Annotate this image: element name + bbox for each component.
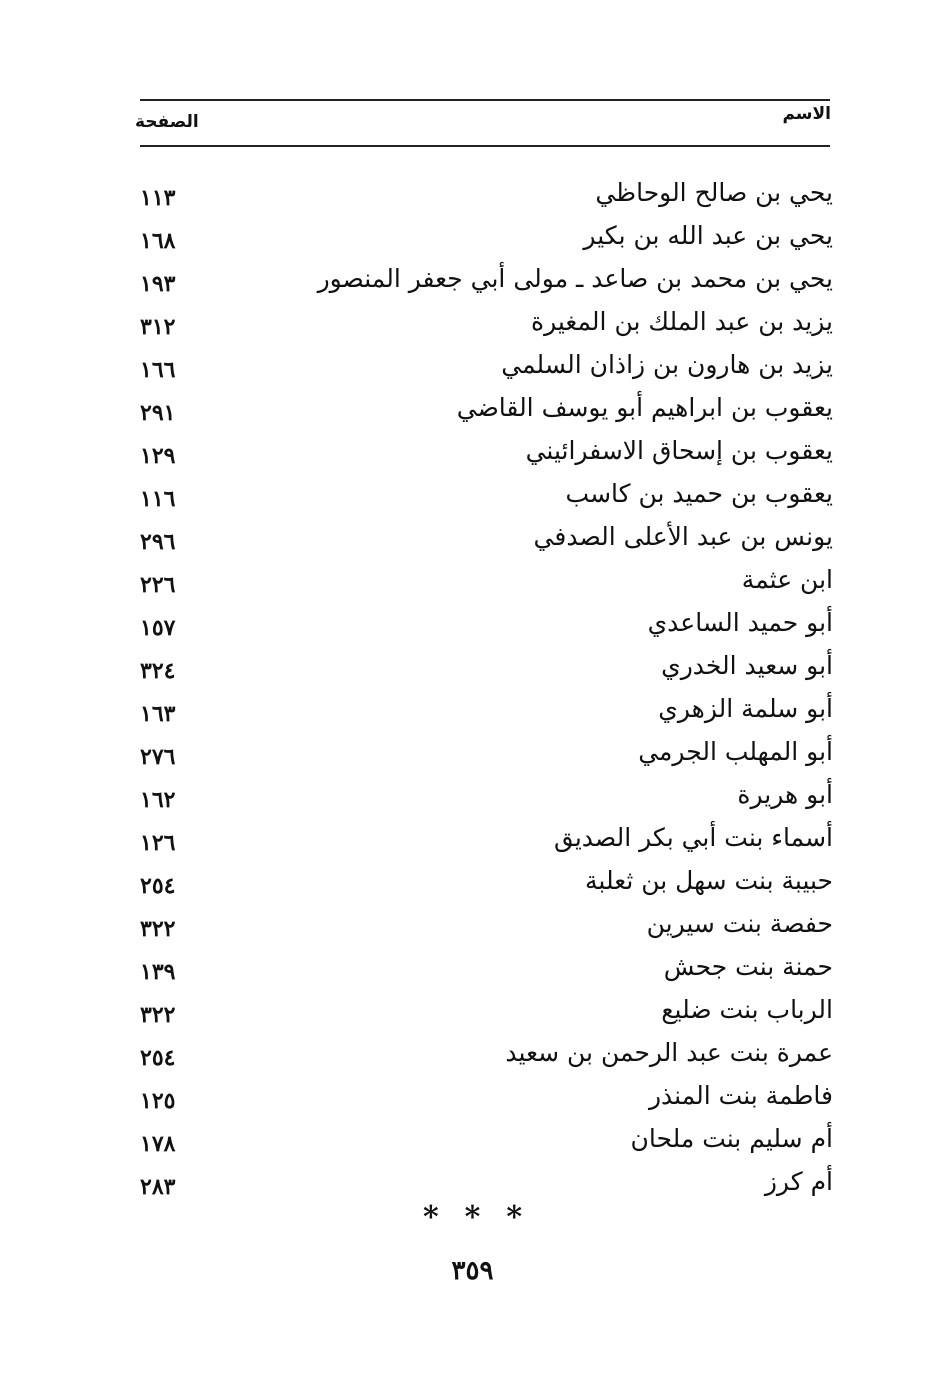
- index-entry-row: [0, 947, 945, 990]
- entry-page-number: ٣٢٤: [140, 658, 176, 684]
- entry-page-number: ٣١٢: [140, 314, 176, 340]
- index-entry-row: [0, 259, 945, 302]
- entry-page-number: ٣٢٢: [140, 1002, 176, 1028]
- entry-page-number: ٢٩١: [140, 400, 176, 426]
- entry-page-number: ٣٢٢: [140, 916, 176, 942]
- entry-page-number: ٢٨٣: [140, 1174, 176, 1200]
- entry-name: يحي بن صالح الوحاظي: [595, 178, 833, 207]
- entry-page-number: ١٢٩: [140, 443, 176, 469]
- index-entries-list: [0, 173, 945, 1205]
- entry-name: يعقوب بن ابراهيم أبو يوسف القاضي: [456, 393, 833, 422]
- section-separator: ***: [422, 1200, 549, 1235]
- index-entry-row: [0, 173, 945, 216]
- index-entry-row: [0, 560, 945, 603]
- entry-page-number: ٢٧٦: [140, 744, 176, 770]
- index-entry-row: [0, 861, 945, 904]
- entry-name: أبو المهلب الجرمي: [638, 737, 833, 766]
- index-entry-row: [0, 990, 945, 1033]
- index-entry-row: [0, 517, 945, 560]
- entry-name: أبو حميد الساعدي: [647, 608, 833, 637]
- entry-name: أم كرز: [764, 1167, 833, 1196]
- entry-page-number: ١٦٨: [140, 228, 176, 254]
- entry-name: أم سليم بنت ملحان: [630, 1124, 833, 1153]
- column-header-page: الصفحة: [135, 112, 199, 132]
- index-entry-row: [0, 904, 945, 947]
- entry-name: أبو سلمة الزهري: [658, 694, 833, 723]
- entry-name: يزيد بن عبد الملك بن المغيرة: [530, 307, 833, 336]
- entry-page-number: ١٢٦: [140, 830, 176, 856]
- index-entry-row: [0, 345, 945, 388]
- index-entry-row: [0, 1119, 945, 1162]
- entry-name: أبو سعيد الخدري: [661, 651, 833, 680]
- index-entry-row: [0, 818, 945, 861]
- entry-page-number: ٢٢٦: [140, 572, 176, 598]
- page-number: ٣٥٩: [451, 1256, 494, 1286]
- index-entry-row: [0, 216, 945, 259]
- entry-name: حبيبة بنت سهل بن ثعلبة: [585, 866, 833, 895]
- entry-page-number: ١٦٦: [140, 357, 176, 383]
- entry-name: يعقوب بن إسحاق الاسفرائيني: [525, 436, 833, 465]
- entry-page-number: ١٧٨: [140, 1131, 176, 1157]
- entry-page-number: ٢٩٦: [140, 529, 176, 555]
- entry-name: عمرة بنت عبد الرحمن بن سعيد: [505, 1038, 833, 1067]
- entry-name: يعقوب بن حميد بن كاسب: [565, 479, 833, 508]
- entry-name: حمنة بنت جحش: [663, 952, 833, 981]
- entry-name: الرباب بنت ضليع: [661, 995, 833, 1024]
- entry-name: أبو هريرة: [737, 780, 833, 809]
- index-entry-row: [0, 732, 945, 775]
- entry-name: يحي بن عبد الله بن بكير: [583, 221, 833, 250]
- index-entry-row: [0, 474, 945, 517]
- entry-page-number: ٢٥٤: [140, 873, 176, 899]
- index-entry-row: [0, 1033, 945, 1076]
- entry-name: حفصة بنت سيرين: [646, 909, 833, 938]
- entry-name: أسماء بنت أبي بكر الصديق: [553, 823, 833, 852]
- index-entry-row: [0, 603, 945, 646]
- header-bottom-rule: [140, 145, 830, 147]
- entry-page-number: ١٦٢: [140, 787, 176, 813]
- index-entry-row: [0, 302, 945, 345]
- index-entry-row: [0, 775, 945, 818]
- index-entry-row: [0, 1162, 945, 1205]
- entry-page-number: ١١٦: [140, 486, 176, 512]
- entry-name: يزيد بن هارون بن زاذان السلمي: [501, 350, 833, 379]
- entry-name: يونس بن عبد الأعلى الصدفي: [533, 522, 833, 551]
- entry-page-number: ١٥٧: [140, 615, 176, 641]
- entry-page-number: ١٦٣: [140, 701, 176, 727]
- entry-name: يحي بن محمد بن صاعد ـ مولى أبي جعفر المنصور: [317, 264, 833, 293]
- entry-page-number: ١٢٥: [140, 1088, 176, 1114]
- index-entry-row: [0, 1076, 945, 1119]
- entry-page-number: ١٣٩: [140, 959, 176, 985]
- index-entry-row: [0, 431, 945, 474]
- index-entry-row: [0, 689, 945, 732]
- header-top-rule: [140, 99, 830, 101]
- column-header-name: الاسم: [782, 104, 831, 124]
- entry-name: فاطمة بنت المنذر: [648, 1081, 833, 1110]
- entry-page-number: ٢٥٤: [140, 1045, 176, 1071]
- entry-name: ابن عثمة: [741, 565, 833, 594]
- entry-page-number: ١٩٣: [140, 271, 176, 297]
- index-entry-row: [0, 388, 945, 431]
- entry-page-number: ١١٣: [140, 185, 176, 211]
- index-entry-row: [0, 646, 945, 689]
